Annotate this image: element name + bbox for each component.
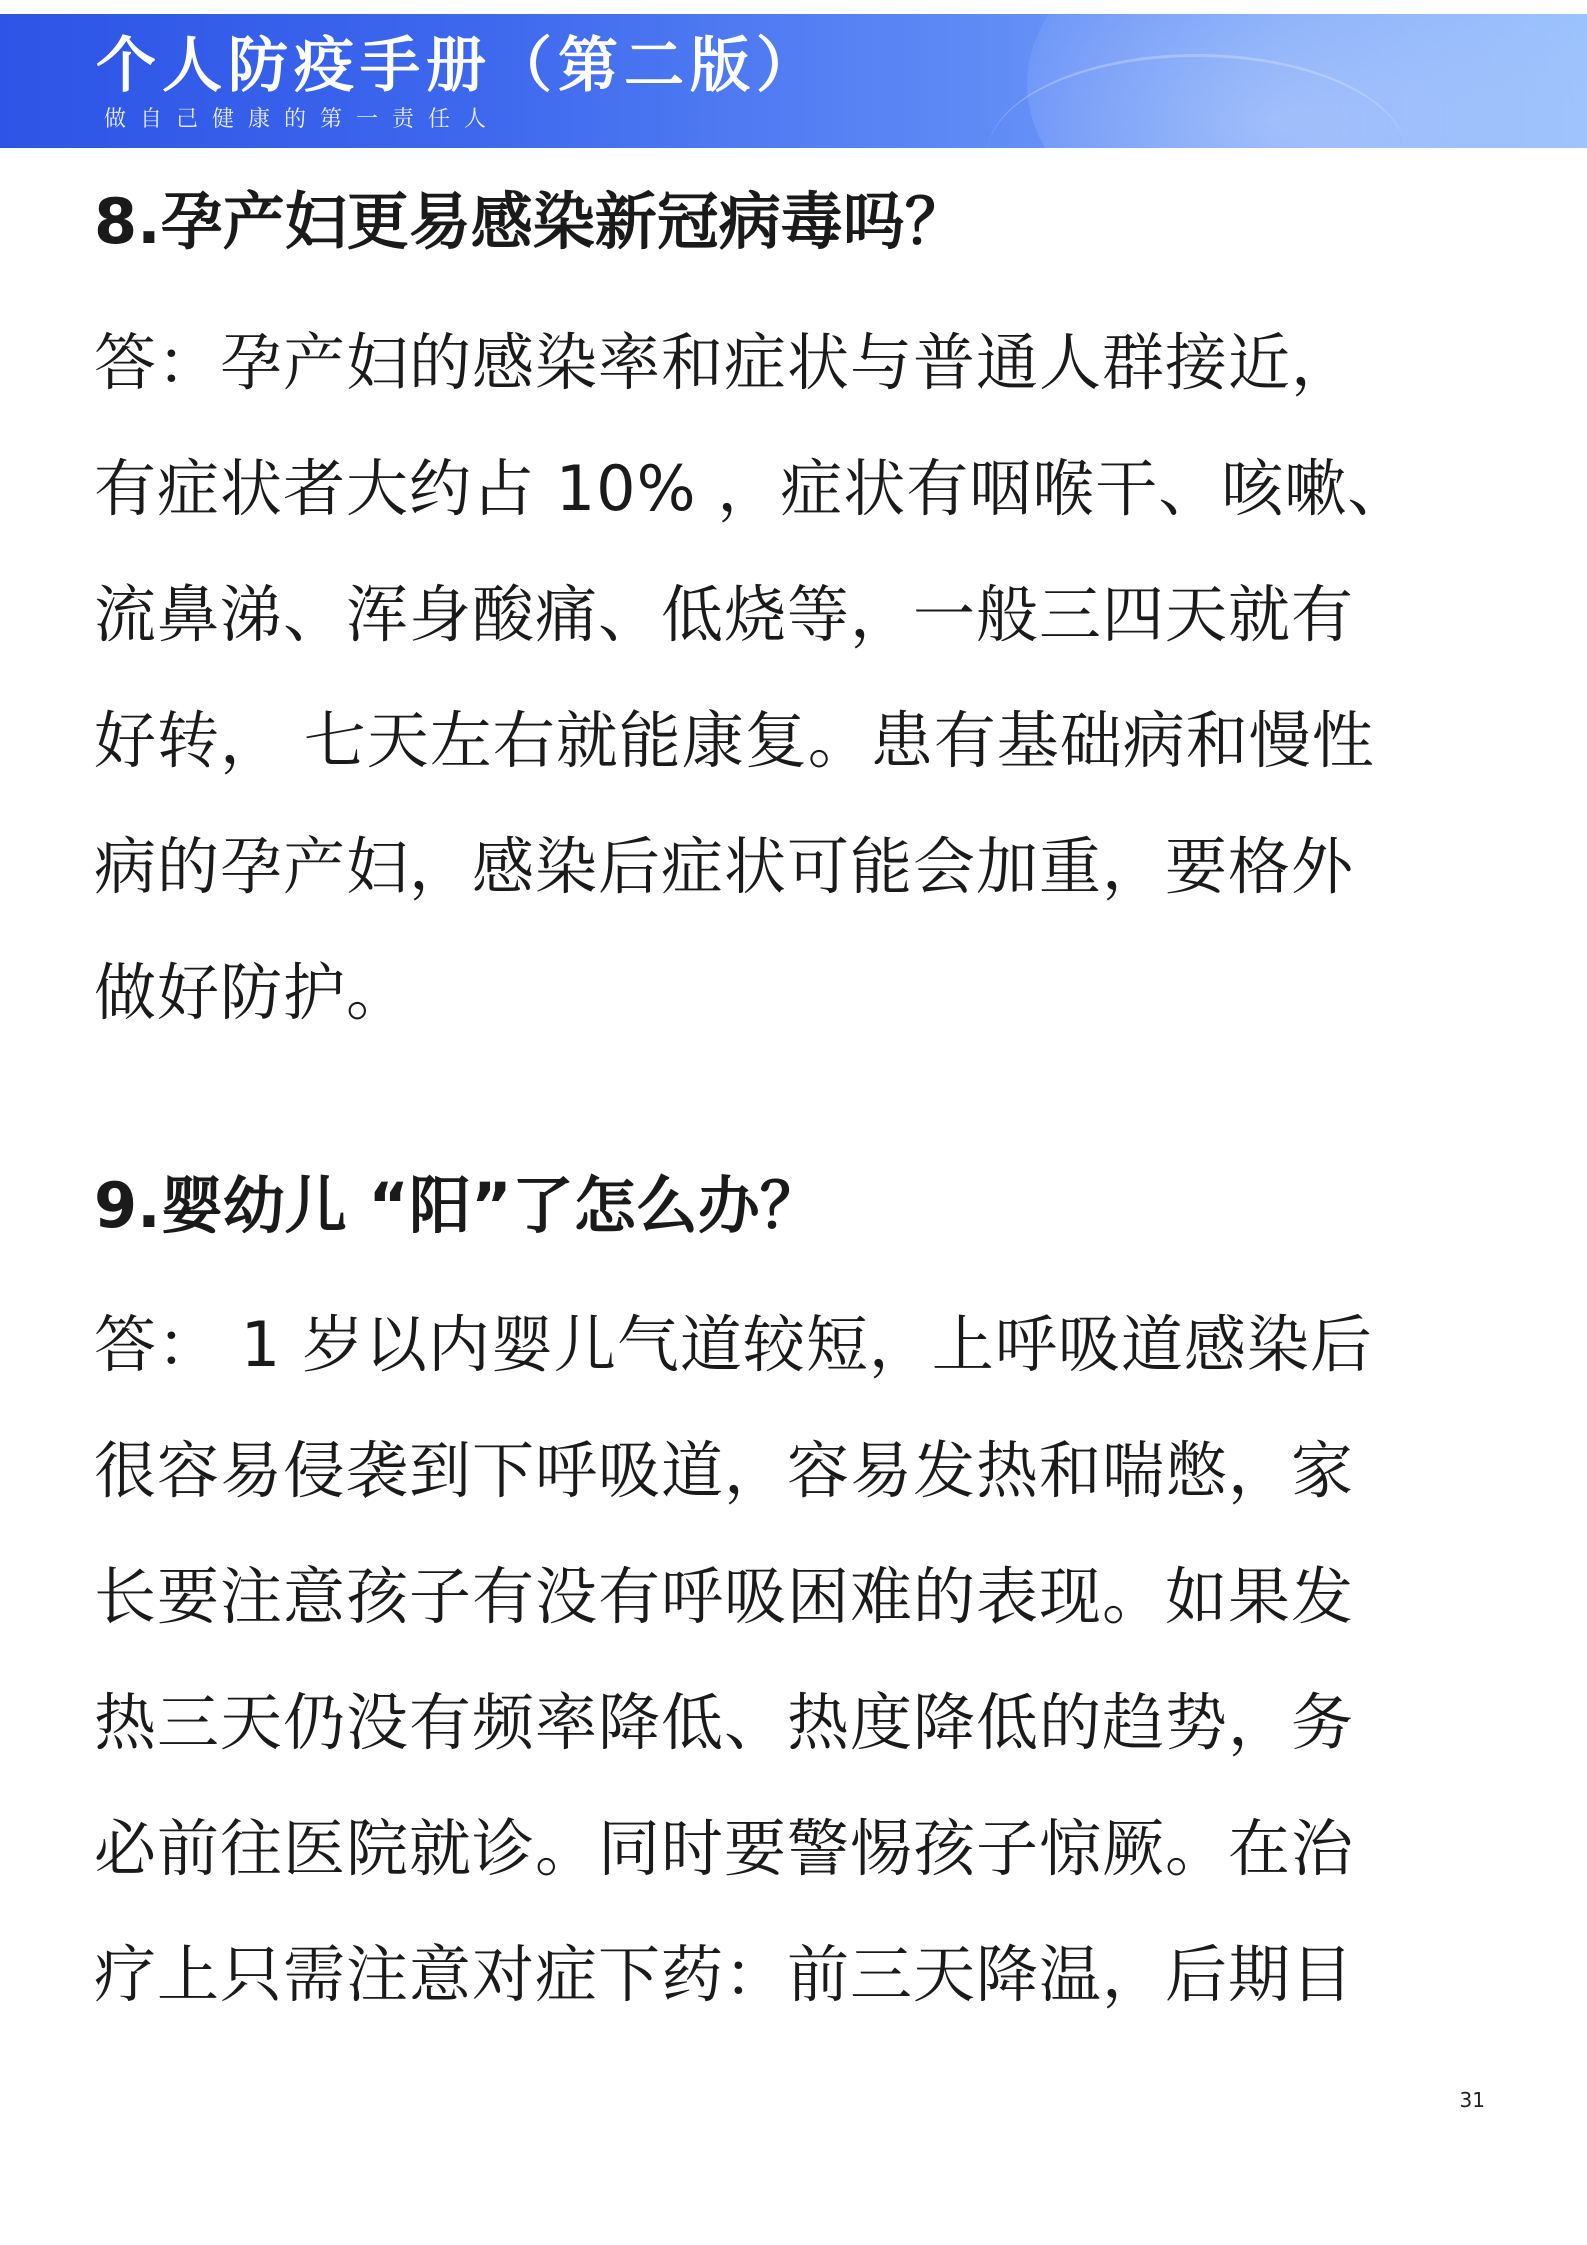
answer-line: 热三天仍没有频率降低、热度降低的趋势，务 bbox=[94, 1686, 1355, 1759]
answer-line: 很容易侵袭到下呼吸道，容易发热和喘憋，家 bbox=[94, 1434, 1355, 1507]
document-title: 个人防疫手册（第二版） bbox=[96, 31, 822, 101]
answer-line: 做好防护。 bbox=[94, 956, 410, 1029]
question-heading-9: 9.婴幼儿 “阳”了怎么办？ bbox=[94, 1169, 822, 1242]
answer-line: 必前往医院就诊。同时要警惕孩子惊厥。在治 bbox=[94, 1812, 1355, 1885]
answer-line: 答：孕产妇的感染率和症状与普通人群接近， bbox=[94, 326, 1355, 399]
answer-line: 流鼻涕、浑身酸痛、低烧等，一般三四天就有 bbox=[94, 578, 1355, 651]
answer-line: 有症状者大约占 10% ，症状有咽喉干、咳嗽、 bbox=[94, 452, 1411, 525]
answer-line: 疗上只需注意对症下药：前三天降温，后期目 bbox=[94, 1938, 1355, 2011]
answer-line: 答： 1 岁以内婴儿气道较短，上呼吸道感染后 bbox=[94, 1308, 1373, 1381]
header-banner bbox=[0, 14, 1587, 148]
page-number: 31 bbox=[1459, 2088, 1485, 2112]
answer-line: 好转， 七天左右就能康复。患有基础病和慢性 bbox=[94, 704, 1375, 777]
answer-line: 长要注意孩子有没有呼吸困难的表现。如果发 bbox=[94, 1560, 1355, 1633]
page-content bbox=[94, 170, 1494, 2038]
question-heading-8: 8.孕产妇更易感染新冠病毒吗？ bbox=[94, 185, 967, 258]
answer-paragraph-8 bbox=[94, 300, 1494, 1056]
answer-paragraph-9 bbox=[94, 1282, 1494, 2038]
document-subtitle: 做自己健康的第一责任人 bbox=[104, 107, 501, 132]
answer-line: 病的孕产妇，感染后症状可能会加重，要格外 bbox=[94, 830, 1355, 903]
